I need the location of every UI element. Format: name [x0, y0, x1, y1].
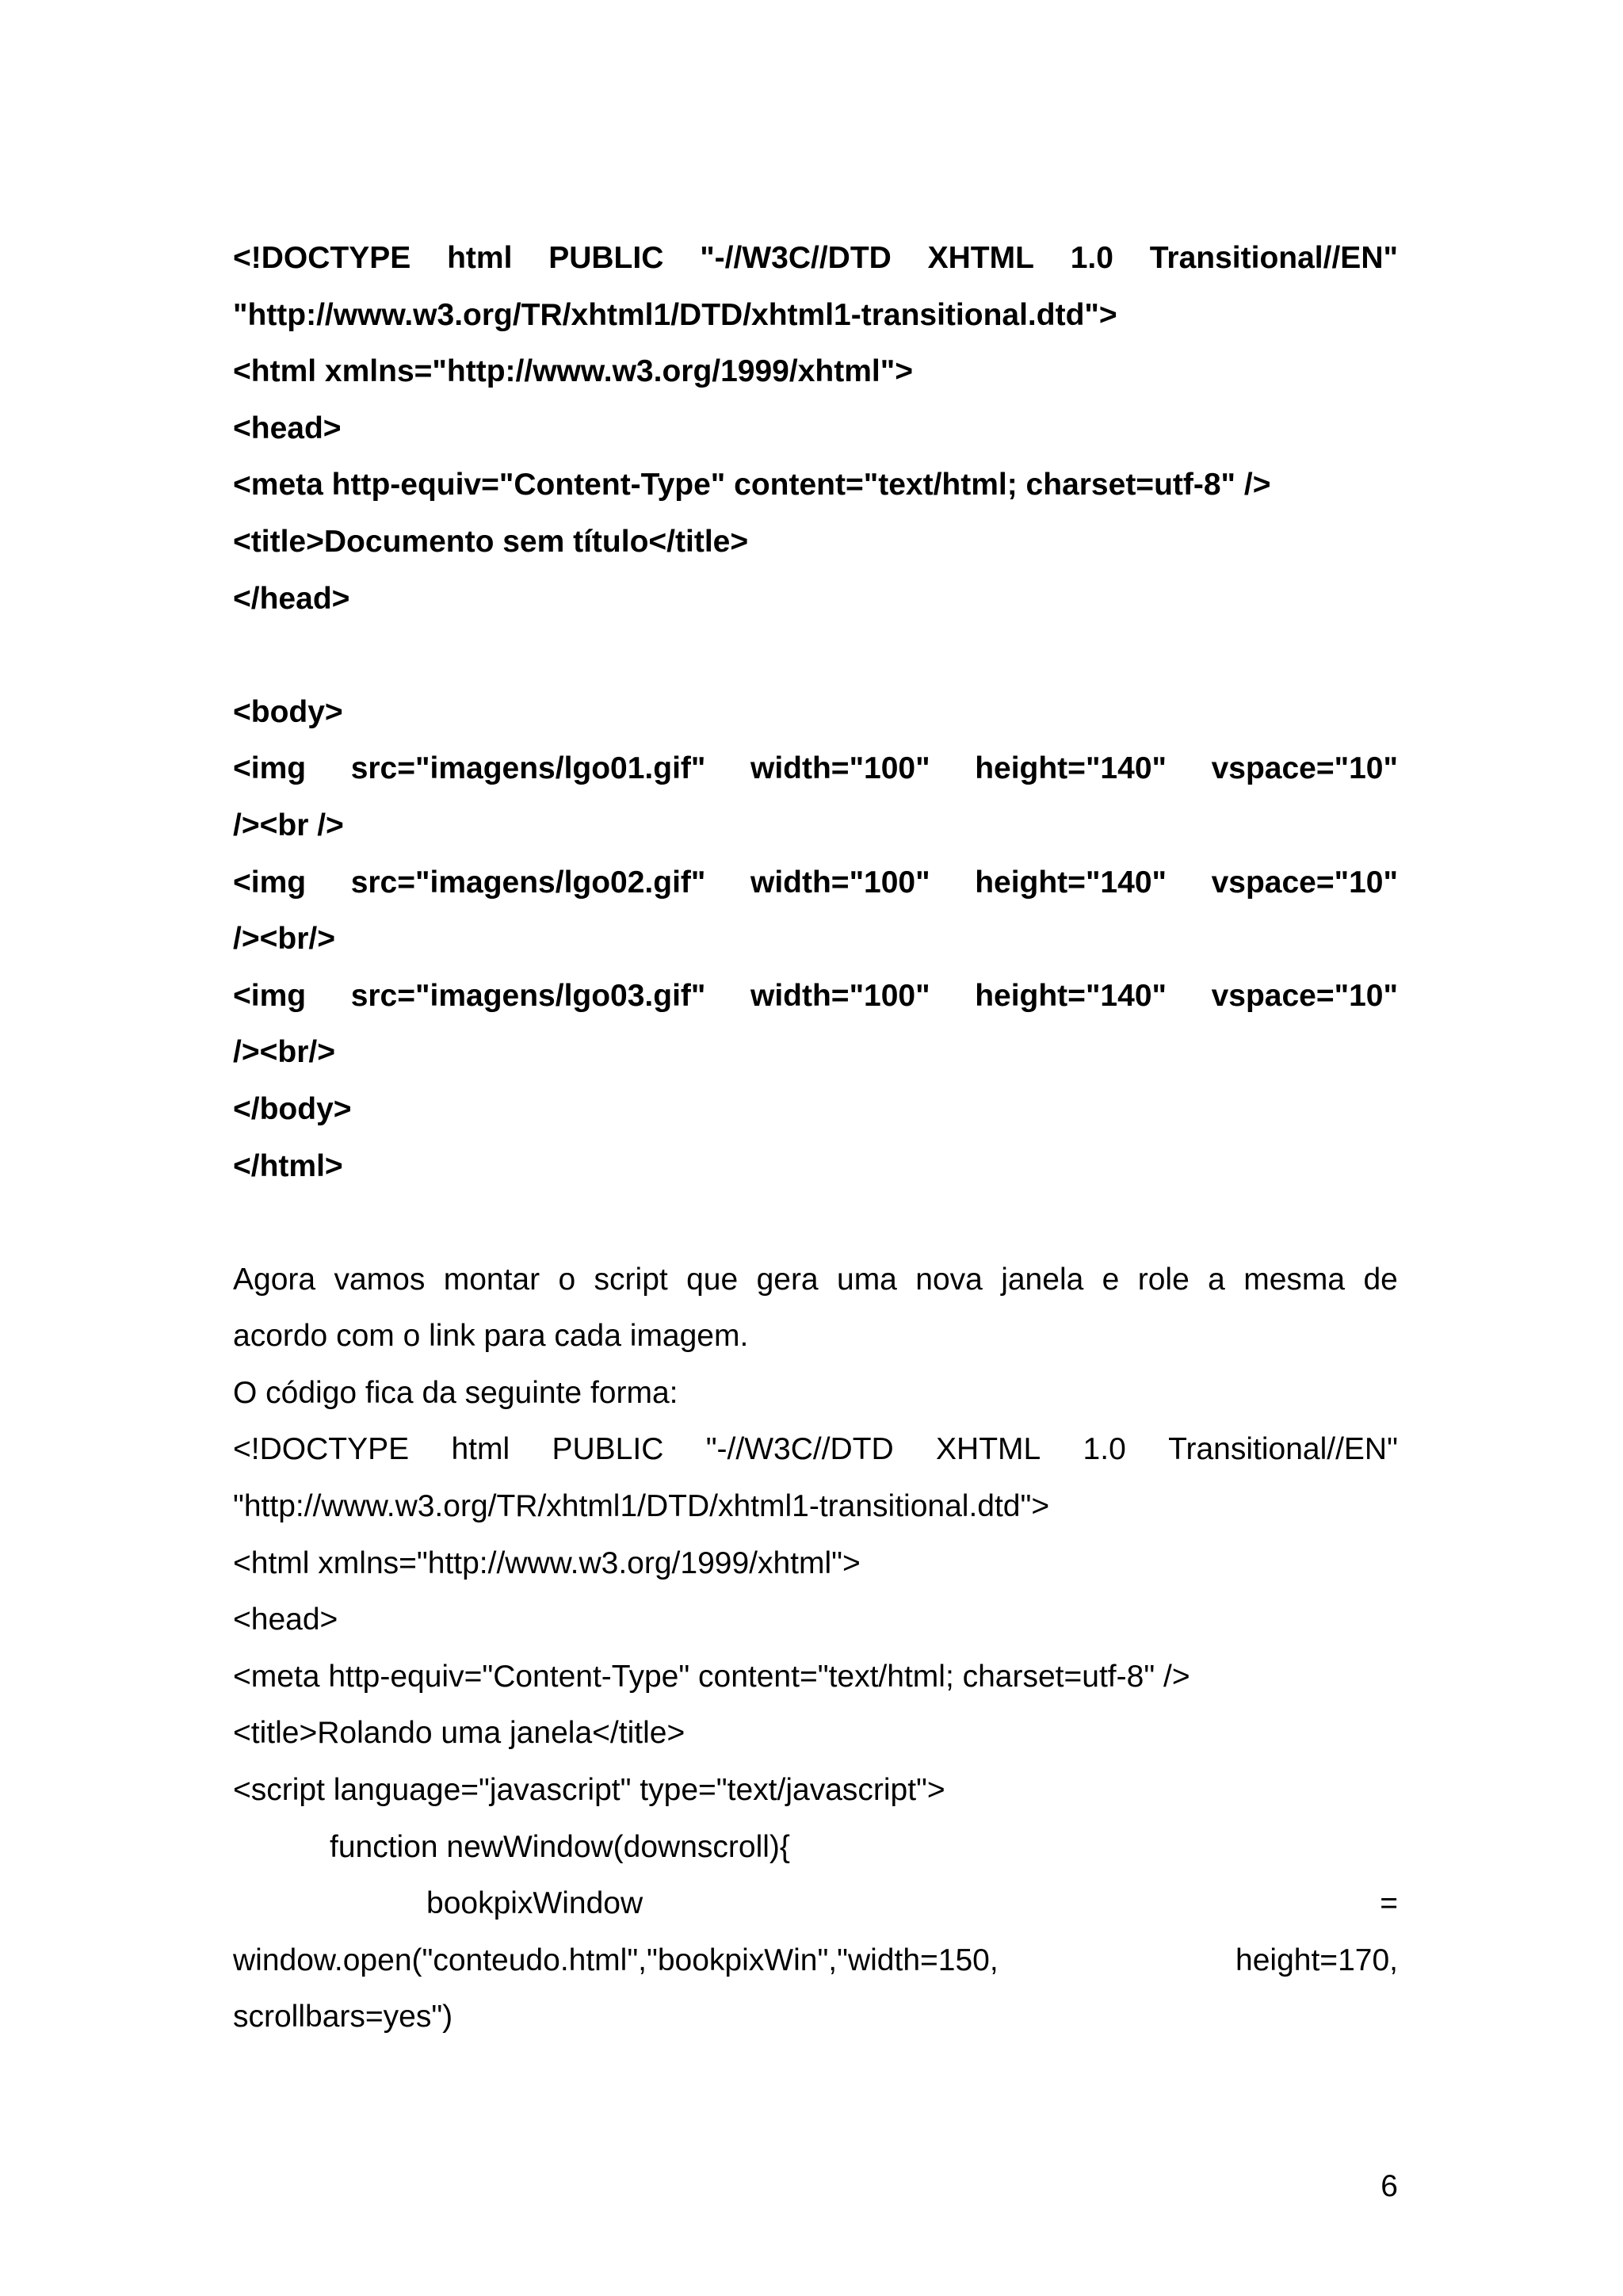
- code-line-dtd-url: "http://www.w3.org/TR/xhtml1/DTD/xhtml1-transitional.dtd">: [233, 297, 1117, 332]
- code-line-meta: <meta http-equiv="Content-Type" content="text/html; charset=utf-8" />: [233, 468, 1271, 502]
- code-line-meta-plain: <meta http-equiv="Content-Type" content="text/html; charset=utf-8" />: [233, 1659, 1190, 1694]
- code-token: <img: [233, 978, 307, 1013]
- word: vamos: [334, 1262, 426, 1297]
- code-token: Transitional//EN": [1149, 241, 1398, 275]
- word: gera: [756, 1262, 819, 1297]
- code-token: Transitional//EN": [1168, 1432, 1398, 1467]
- word: de: [1363, 1262, 1398, 1297]
- code-token: <!DOCTYPE: [233, 1432, 410, 1467]
- code-line-assignment: [233, 1875, 1398, 1932]
- code-token: "-//W3C//DTD: [700, 241, 892, 275]
- code-token: vspace="10": [1211, 751, 1398, 786]
- code-token: "-//W3C//DTD: [705, 1432, 894, 1467]
- code-line-window-open: [233, 1932, 1398, 1989]
- word: a: [1208, 1262, 1225, 1297]
- code-token: 1.0: [1083, 1432, 1126, 1467]
- word: que: [686, 1262, 739, 1297]
- code-line-head-open-plain: <head>: [233, 1603, 338, 1637]
- code-line-function: function newWindow(downscroll){: [330, 1829, 790, 1864]
- code-token: XHTML: [936, 1432, 1041, 1467]
- code-token: PUBLIC: [548, 241, 664, 275]
- code-token: vspace="10": [1211, 978, 1398, 1013]
- code-line-img-3: [233, 968, 1398, 1025]
- code-token: =: [1380, 1886, 1398, 1921]
- code-line-doctype-plain: [233, 1421, 1398, 1478]
- code-line-doctype: [233, 230, 1398, 287]
- word: o: [558, 1262, 576, 1297]
- paragraph-line-2: acordo com o link para cada imagem.: [233, 1319, 749, 1354]
- code-line-img-1: [233, 740, 1398, 797]
- code-token: bookpixWindow: [426, 1886, 643, 1921]
- word: uma: [837, 1262, 897, 1297]
- code-line-scrollbars: scrollbars=yes"): [233, 2000, 453, 2034]
- word: e: [1102, 1262, 1120, 1297]
- code-token: PUBLIC: [552, 1432, 664, 1467]
- code-line-img-1-end: /><br />: [233, 808, 344, 842]
- blank-line: [233, 1194, 1398, 1251]
- code-token: height="140": [975, 978, 1167, 1013]
- code-line-img-2-end: /><br/>: [233, 922, 335, 957]
- code-token: vspace="10": [1211, 865, 1398, 900]
- word: montar: [443, 1262, 540, 1297]
- blank-line: [233, 627, 1398, 684]
- code-token: window.open("conteudo.html","bookpixWin","width=150,: [233, 1943, 999, 1977]
- code-line-html-open-plain: <html xmlns="http://www.w3.org/1999/xhtml">: [233, 1545, 861, 1580]
- code-line-title: <title>Documento sem título</title>: [233, 524, 749, 559]
- word: Agora: [233, 1262, 316, 1297]
- code-token: height="140": [975, 751, 1167, 786]
- word: janela: [1001, 1262, 1084, 1297]
- code-line-head-close: </head>: [233, 581, 350, 616]
- code-token: src="imagens/lgo02.gif": [350, 865, 706, 900]
- code-line-body-close: </body>: [233, 1091, 352, 1126]
- code-line-img-3-end: /><br/>: [233, 1035, 335, 1070]
- word: role: [1137, 1262, 1190, 1297]
- word: nova: [915, 1262, 983, 1297]
- code-line-title-plain: <title>Rolando uma janela</title>: [233, 1716, 685, 1751]
- code-token: <!DOCTYPE: [233, 241, 411, 275]
- code-token: XHTML: [927, 241, 1034, 275]
- code-token: 1.0: [1070, 241, 1113, 275]
- code-token: <img: [233, 865, 307, 900]
- code-token: <img: [233, 751, 307, 786]
- code-line-dtd-url-plain: "http://www.w3.org/TR/xhtml1/DTD/xhtml1-transitional.dtd">: [233, 1489, 1050, 1524]
- code-line-html-close: </html>: [233, 1148, 343, 1183]
- page-number: 6: [1381, 2169, 1398, 2203]
- paragraph-line-1: [233, 1251, 1398, 1308]
- code-token: height="140": [975, 865, 1167, 900]
- code-token: html: [451, 1432, 510, 1467]
- code-token: height=170,: [1235, 1943, 1398, 1977]
- code-line-head-open: <head>: [233, 411, 342, 445]
- code-line-body-open: <body>: [233, 694, 343, 729]
- code-token: html: [447, 241, 513, 275]
- code-token: width="100": [750, 751, 930, 786]
- paragraph-line-3: O código fica da seguinte forma:: [233, 1375, 678, 1410]
- code-line-script-open: <script language="javascript" type="text/javascript">: [233, 1773, 945, 1808]
- code-token: width="100": [750, 978, 930, 1013]
- code-line-html-open: <html xmlns="http://www.w3.org/1999/xhtml">: [233, 354, 913, 389]
- code-token: src="imagens/lgo03.gif": [350, 978, 706, 1013]
- code-token: src="imagens/lgo01.gif": [350, 751, 706, 786]
- page-content: [233, 230, 1398, 2046]
- code-line-img-2: [233, 854, 1398, 911]
- code-token: width="100": [750, 865, 930, 900]
- word: mesma: [1243, 1262, 1346, 1297]
- word: script: [594, 1262, 668, 1297]
